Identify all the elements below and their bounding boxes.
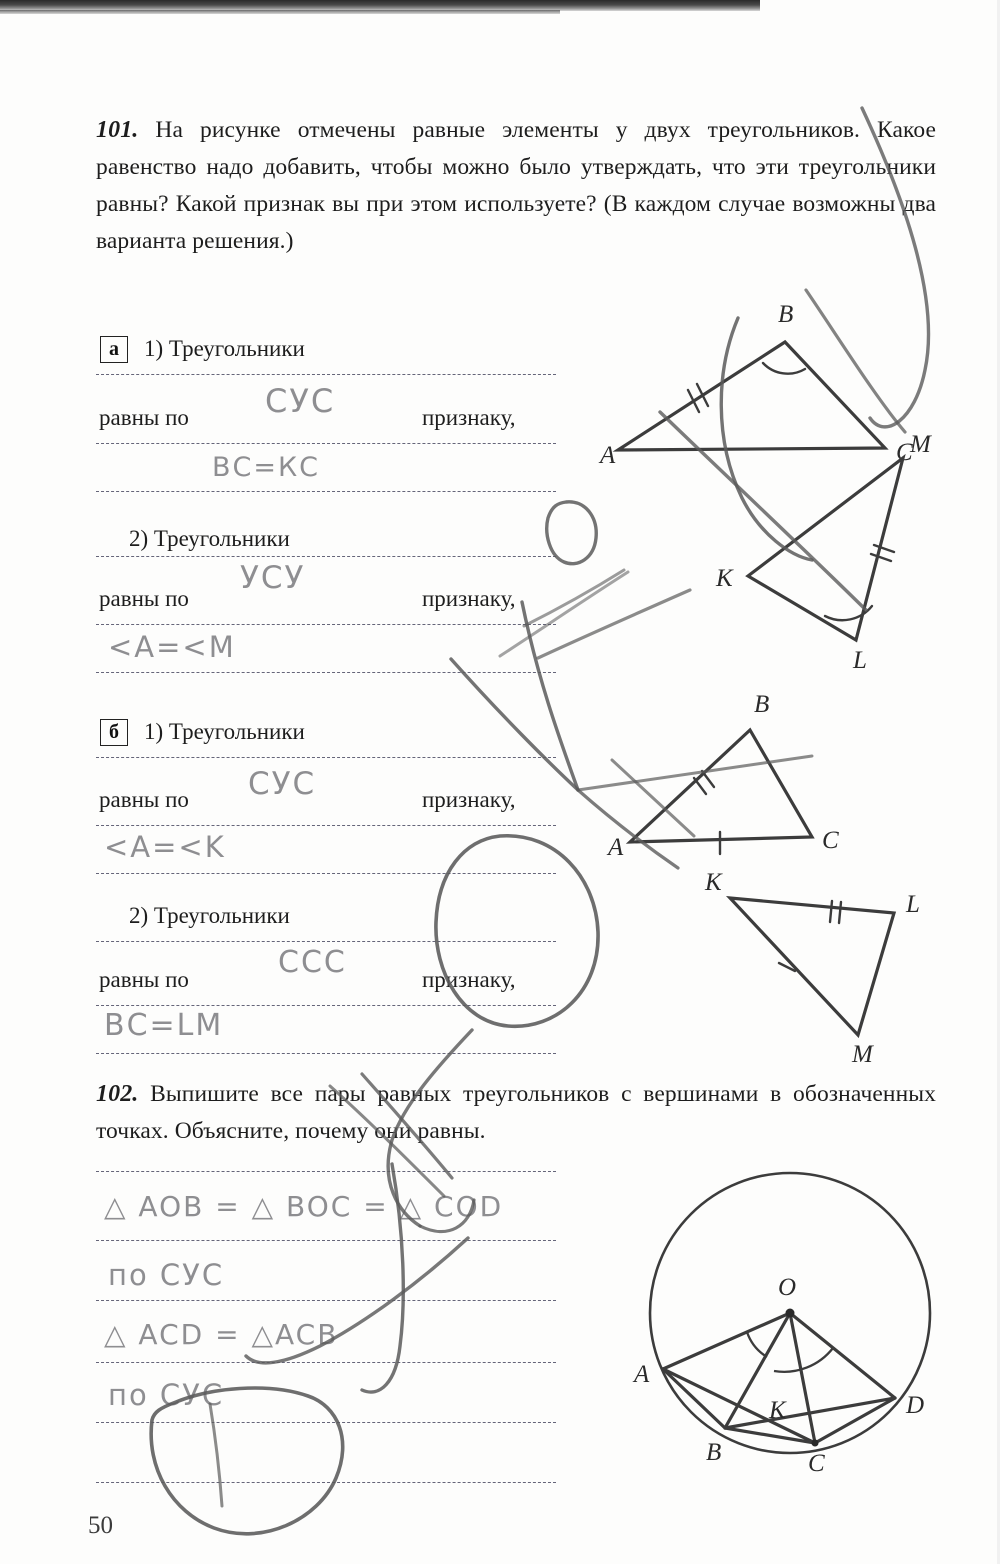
figure-two-triangles-a xyxy=(600,300,980,674)
label-A: A xyxy=(600,442,616,469)
label-K: K xyxy=(716,565,733,592)
handwritten-answer: УСУ xyxy=(240,560,306,596)
part-a-item1-equalby: равны по xyxy=(96,405,192,431)
label-A: A xyxy=(608,834,624,861)
label-A: A xyxy=(634,1361,650,1388)
answer-line[interactable] xyxy=(96,1240,556,1241)
point-dot-C xyxy=(812,1440,819,1447)
segment-AB xyxy=(663,1369,725,1428)
answer-line[interactable] xyxy=(96,757,556,758)
part-b-item1-ordinal: 1) Треугольники xyxy=(141,719,308,745)
answer-line[interactable] xyxy=(96,1171,556,1172)
label-B: B xyxy=(754,691,770,718)
handwritten-answer: СУС xyxy=(265,382,336,420)
part-a-item1-ordinal: 1) Треугольники xyxy=(141,336,308,362)
figure-two-triangles-b xyxy=(590,690,970,1068)
answer-line[interactable] xyxy=(96,1362,556,1363)
label-M: M xyxy=(910,431,931,458)
handwritten-answer-extra: <A=<M xyxy=(108,630,236,664)
segment-OA xyxy=(663,1313,790,1369)
part-marker-a: а xyxy=(100,336,128,363)
handwritten-answer-extra: ВС=КС xyxy=(212,452,321,483)
answer-line[interactable] xyxy=(96,1482,556,1483)
label-M: M xyxy=(852,1041,873,1068)
angle-arc-AOB xyxy=(747,1332,767,1357)
scan-edge-top-secondary xyxy=(0,10,560,14)
triangle-klm xyxy=(748,458,903,640)
handwritten-answer-102-line4: по СУС xyxy=(108,1378,225,1412)
answer-line[interactable] xyxy=(96,873,556,874)
label-L: L xyxy=(853,647,867,674)
answer-line[interactable] xyxy=(96,941,556,942)
answer-line[interactable] xyxy=(96,556,556,557)
triangle-klm xyxy=(730,898,894,1035)
angle-arc-BOD xyxy=(774,1348,833,1372)
task-101-body: На рисунке отмечены равные элементы у двух треугольников. Какое равенство надо добавить, чтобы можно было утверждать, что эти треугольники равны? Какой признак вы при этом используете? (В каждом случае возможны два варианта решения.) xyxy=(96,117,936,254)
part-a-item2-ordinal: 2) Треугольники xyxy=(126,526,293,552)
label-O: O xyxy=(778,1274,797,1301)
part-b-item1-equalby: равны по xyxy=(96,787,192,813)
label-K: K xyxy=(769,1397,786,1424)
answer-line[interactable] xyxy=(96,374,556,375)
answer-line[interactable] xyxy=(96,1422,556,1423)
triangle-abc xyxy=(630,730,812,842)
answer-line[interactable] xyxy=(96,443,556,444)
task-102-number: 102. xyxy=(96,1081,139,1107)
triangle-abc xyxy=(618,342,885,450)
label-D: D xyxy=(906,1392,925,1419)
handwritten-answer: СУС xyxy=(248,766,317,802)
part-a-item2-suffix: признаку, xyxy=(419,586,519,612)
label-B: B xyxy=(778,301,794,328)
task-101-text xyxy=(96,112,936,260)
answer-line[interactable] xyxy=(96,624,556,625)
task-101-number: 101. xyxy=(96,117,139,143)
segment-OD xyxy=(790,1313,895,1398)
answer-line[interactable] xyxy=(96,1005,556,1006)
segment-OC xyxy=(790,1313,815,1443)
handwritten-answer-extra: <A=<K xyxy=(104,830,226,864)
handwritten-answer-extra: ВС=LM xyxy=(104,1008,224,1043)
part-b-item2-equalby: равны по xyxy=(96,967,192,993)
handwritten-answer: ССС xyxy=(278,945,347,980)
label-C: C xyxy=(808,1450,825,1477)
part-marker-b: б xyxy=(100,719,128,746)
figure-circle-with-chords xyxy=(630,1158,980,1508)
part-b-item2-ordinal: 2) Треугольники xyxy=(126,903,293,929)
answer-line[interactable] xyxy=(96,1053,556,1054)
task-102-body: Выпишите все пары равных треугольников с вершинами в обозначенных точках. Объясните, почему они равны. xyxy=(96,1081,936,1144)
label-L: L xyxy=(906,891,920,918)
page-number: 50 xyxy=(88,1512,113,1539)
center-dot xyxy=(786,1309,795,1318)
answer-line[interactable] xyxy=(96,825,556,826)
answer-line[interactable] xyxy=(96,672,556,673)
label-K: K xyxy=(705,869,722,896)
task-102-text xyxy=(96,1076,936,1150)
part-b-item1-suffix: признаку, xyxy=(419,787,519,813)
handwritten-answer-102-line1: △ AOB = △ BOC = △ COD xyxy=(104,1190,504,1223)
part-a-item2-equalby: равны по xyxy=(96,586,192,612)
label-B: B xyxy=(706,1439,722,1466)
label-C: C xyxy=(896,439,913,466)
label-C: C xyxy=(822,827,839,854)
answer-line[interactable] xyxy=(96,491,556,492)
handwritten-answer-102-line3: △ ACD = △ACB xyxy=(104,1318,339,1351)
answer-line[interactable] xyxy=(96,1300,556,1301)
handwritten-answer-102-line2: по СУС xyxy=(108,1258,225,1292)
part-b-item2-suffix: признаку, xyxy=(419,967,519,993)
part-a-item1-suffix: признаку, xyxy=(419,405,519,431)
